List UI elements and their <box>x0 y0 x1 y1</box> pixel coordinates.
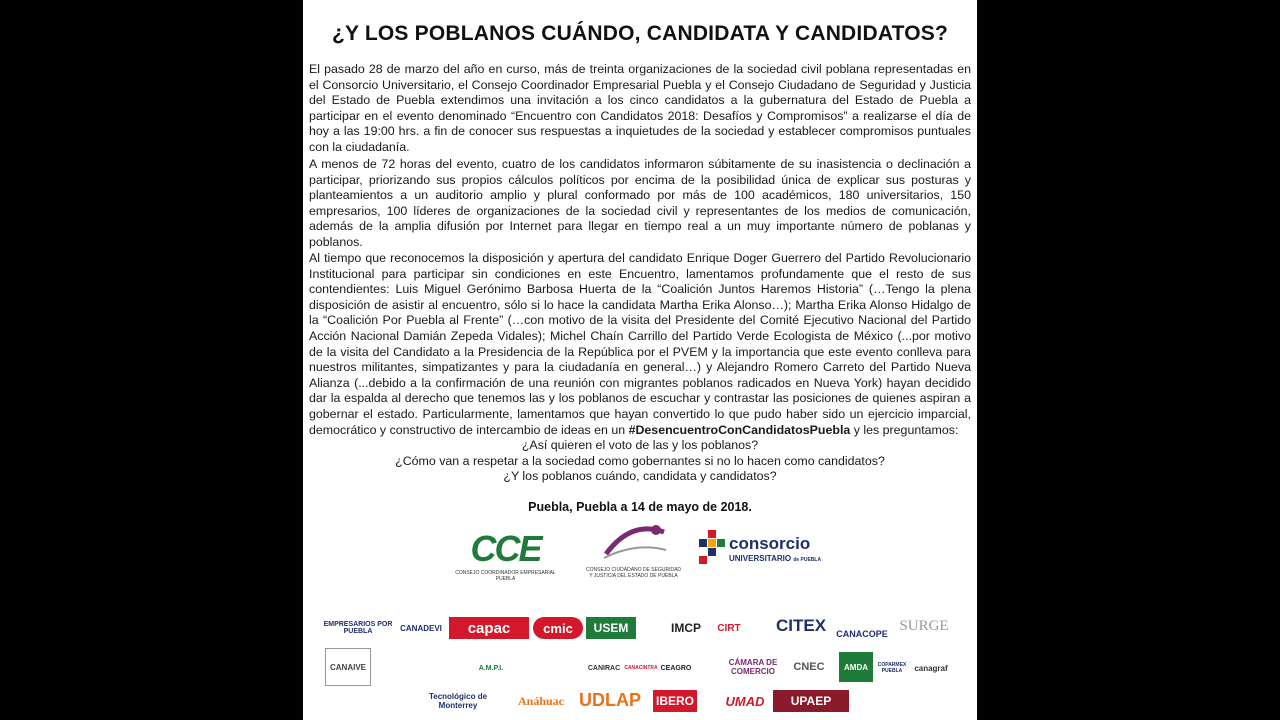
sponsor-canagraf: canagraf <box>914 663 948 673</box>
sponsor-imcp: IMCP <box>671 621 701 635</box>
consorcio-word: consorcio <box>729 534 811 553</box>
consejo-swoosh-icon <box>586 522 681 562</box>
consorcio-logo <box>699 530 824 566</box>
sponsor-ibero: IBERO <box>653 690 697 712</box>
sponsor-ampi: A.M.P.I. <box>478 664 504 672</box>
sponsor-canaive: CANAIVE <box>325 648 371 686</box>
hashtag: #DesencuentroConCandidatosPuebla <box>628 422 851 437</box>
sponsor-citex: CITEX <box>775 616 827 635</box>
consejo-ciudadano-logo <box>586 522 681 582</box>
sponsor-canadevi: CANADEVI <box>400 623 442 633</box>
sponsor-usem: USEM <box>586 617 636 639</box>
document-page <box>303 0 977 720</box>
sponsor-camara-comercio: CÁMARA DE COMERCIO <box>728 658 778 676</box>
sponsor-cnec: CNEC <box>793 661 825 673</box>
sponsor-cirt: CIRT <box>717 622 741 634</box>
sponsor-amda: AMDA <box>839 652 873 682</box>
sponsor-cmic: cmic <box>533 617 583 639</box>
sponsor-anahuac: Anáhuac <box>517 693 564 708</box>
page-title: ¿Y LOS POBLANOS CUÁNDO, CANDIDATA Y CANDIDATOS? <box>331 22 949 45</box>
paragraph-2: A menos de 72 horas del evento, cuatro de los candidatos informaron súbitamente de su inasistencia o declinación a participar, priorizando sus propios cálculos políticos por encima de la posibilidad única de explicar sus posturas y planteamientos a un auditorio amplio y plural conformado por más de 100 académicos, 180 universitarios, 150 empresarios, 100 líderes de organizaciones de la sociedad civil y representantes de los medios de comunicación, además de la amplia difusión por Internet para llegar en tiempo real a un muy importante número de poblanas y poblanos. <box>309 157 971 249</box>
question-3: ¿Y los poblanos cuándo, candidata y candidatos? <box>503 469 777 484</box>
sponsor-upaep: UPAEP <box>773 690 849 712</box>
sponsor-udlap: UDLAP <box>579 689 641 710</box>
paragraph-3-text: Al tiempo que reconocemos la disposición y apertura del candidato Enrique Doger Guerrero del Partido Revolucionario Institucional para participar sin condiciones en este Encuentro, lamentamos profundamente que el resto de sus contendientes: Luis Miguel Gerónimo Barbosa Huerta de la “Coalición Juntos Haremos Historia” (…Tengo la plena disposición de asistir al encuentro, sólo si lo hace la candidata Martha Erika Alonso…); Martha Erika Alonso Hidalgo de la “Coalición Por Puebla al Frente” (…con motivo de la visita del Presidente del Comité Ejecutivo Nacional del Partido Acción Nacional Damián Zepeda Vidales); Michel Chaín Carrillo del Partido Verde Ecologista de México (...por motivo de la visita del Candidato a la Presidencia de la República por el PVEM y la importancia que este evento conlleva para nuestros militantes, simpatizantes y para la ciudadanía en general…) y Alejandro Romero Carreto del Partido Nueva Alianza (...debido a la confirmación de una reunión con migrantes poblanos radicados en Nueva York) hayan decidido dar la espalda al derecho que tenemos las y los poblanos de escuchar y contrastar las posiciones de quienes aspiran a gobernar el estado. Particularmente, lamentamos que hayan convertido lo que pudo haber sido un ejercicio imparcial, democrático y constructivo de intercambio de ideas en un <box>309 251 971 437</box>
paragraph-3 <box>309 251 971 485</box>
sponsor-canacintra: CANACINTRA <box>624 665 658 671</box>
date-line: Puebla, Puebla a 14 de mayo de 2018. <box>528 500 752 514</box>
question-2: ¿Cómo van a respetar a la sociedad como gobernantes si no lo hacen como candidatos? <box>395 453 885 468</box>
sponsor-surge: SURGE <box>899 617 949 634</box>
sponsor-capac: capac <box>449 617 529 639</box>
cce-caption: CONSEJO COORDINADOR EMPRESARIAL PUEBLA <box>455 570 556 582</box>
sponsor-umad: UMAD <box>725 693 765 709</box>
consorcio-sub2: de PUEBLA <box>793 557 822 563</box>
sponsor-canirac: CANIRAC <box>587 664 621 672</box>
consejo-caption: CONSEJO CIUDADANO DE SEGURIDAD Y JUSTICIA DEL ESTADO DE PUEBLA <box>586 567 682 579</box>
cce-mark: CCE <box>470 528 541 569</box>
question-1: ¿Así quieren el voto de las y los poblanos? <box>521 438 759 453</box>
sponsor-canacope: CANACOPE <box>836 629 888 639</box>
sponsor-coparmex: COPARMEX PUEBLA <box>877 662 907 674</box>
paragraph-3-tail: y les preguntamos: <box>850 422 959 437</box>
sponsor-ceagro: CEAGRO <box>660 664 692 672</box>
consorcio-squares-icon <box>699 530 727 564</box>
sponsor-empresarios: EMPRESARIOS POR PUEBLA <box>323 621 393 635</box>
cce-logo <box>453 528 558 582</box>
consorcio-sub: UNIVERSITARIO <box>729 554 792 563</box>
paragraph-1: El pasado 28 de marzo del año en curso, más de treinta organizaciones de la sociedad civil poblana representadas en el Consorcio Universitario, el Consejo Coordinador Empresarial Puebla y el Consejo Ciudadano de Seguridad y Justicia del Estado de Puebla extendimos una invitación a los cinco candidatos a la gubernatura del Estado de Puebla a participar en el evento denominado “Encuentro con Candidatos 2018: Desafíos y Compromisos” a realizarse el día de hoy a las 19:00 hrs. a fin de conocer sus respuestas a inquietudes de la sociedad y establecer compromisos puntuales con la ciudadanía. <box>309 62 971 154</box>
sponsor-tec-monterrey: Tecnológico de Monterrey <box>428 692 488 710</box>
